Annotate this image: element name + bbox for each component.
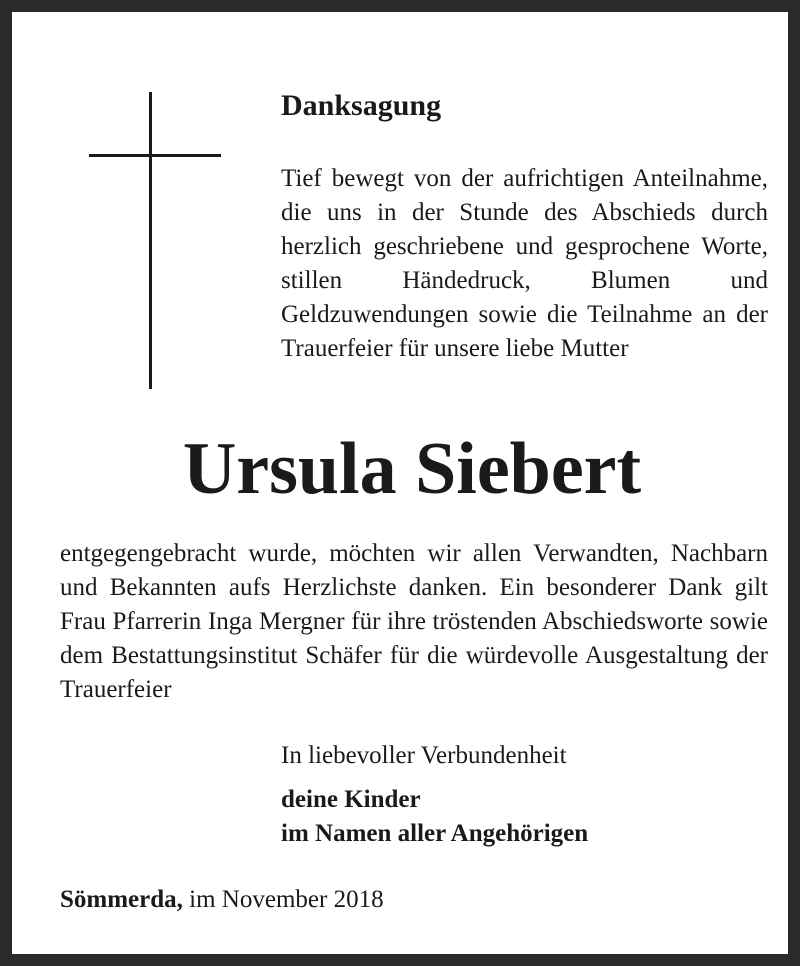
cross-vertical-bar <box>149 92 152 389</box>
intro-paragraph: Tief bewegt von der aufrichtigen Anteilnahme, die uns in der Stunde des Abschieds durch herzlich geschriebene und gesprochene Worte, stillen Händedruck, Blumen und Geldzuwendungen sowie die Teilnahme an der Trauerfeier für unsere liebe Mutter <box>281 165 768 362</box>
thanks-paragraph: entgegengebracht wurde, möchten wir allen Verwandten, Nachbarn und Bekannten aufs Herzlichste danken. Ein besonderer Dank gilt Frau Pfarrerin Inga Mergner für ihre tröstenden Abschiedsworte sowie dem Bestattungsinstitut Schäfer für die würdevolle Ausgestaltung der Trauerfeier <box>60 540 768 703</box>
place-name: Sömmerda, <box>60 886 183 913</box>
notice-heading: Danksagung <box>281 89 442 122</box>
cross-horizontal-bar <box>89 154 221 157</box>
place-date-line <box>60 883 384 917</box>
signature-line-2: im Namen aller Angehörigen <box>281 820 589 847</box>
signature-line-1: deine Kinder <box>281 786 421 813</box>
date-text: im November 2018 <box>182 886 384 913</box>
signature-block <box>281 783 588 851</box>
closing-phrase: In liebevoller Verbundenheit <box>281 742 567 769</box>
deceased-name: Ursula Siebert <box>182 428 642 510</box>
